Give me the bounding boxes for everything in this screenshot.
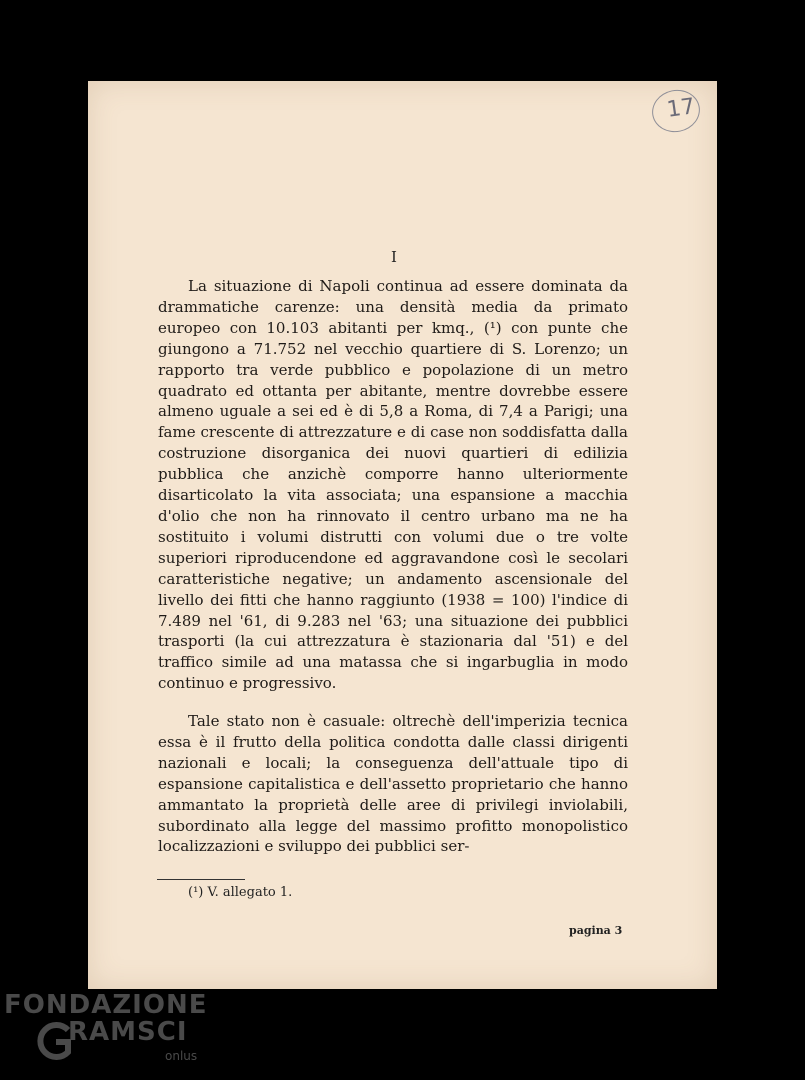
logo-line-gramsci: RAMSCI (68, 1017, 188, 1047)
logo-line-fondazione: FONDAZIONE (4, 990, 208, 1020)
section-heading: I (391, 248, 397, 266)
footnote: (¹) V. allegato 1. (188, 885, 293, 900)
logo-line-onlus: onlus (165, 1049, 198, 1063)
fondazione-gramsci-logo (4, 990, 208, 1075)
body-text-block-2 (158, 711, 628, 857)
page-number: pagina 3 (569, 924, 623, 937)
folio-number: 17 (665, 94, 697, 123)
footnote-divider (157, 879, 245, 880)
paragraph-2: Tale stato non è casuale: oltrechè dell'imperizia tecnica essa è il frutto della politica condotta dalle classi dirigenti nazionali e locali; la conseguenza dell'attuale tipo di espansione capitalistica e dell'assetto proprietario che hanno ammantato la proprietà delle aree di privilegi inviolabili, subordinato alla legge del massimo profitto monopolistico localizzazioni e sviluppo dei pubblici ser- (158, 712, 628, 856)
body-text-block-1 (158, 276, 628, 694)
paragraph-1: La situazione di Napoli continua ad essere dominata da drammatiche carenze: una densità media da primato europeo con 10.103 abitanti per kmq., (¹) con punte che giungono a 71.752 nel vecchio quartiere di S. Lorenzo; un rapporto tra verde pubblico e popolazione di un metro quadrato ed ottanta per abitante, mentre dovrebbe essere almeno uguale a sei ed è di 5,8 a Roma, di 7,4 a Parigi; una fame crescente di attrezzature e di case non soddisfatta dalla costruzione disorganica dei nuovi quartieri di edilizia pubblica che anzichè comporre hanno ulteriormente disarticolato la vita associata; una espansione a macchia d'olio che non ha rinnovato il centro urbano ma ne ha sostituito i volumi distrutti con volumi due o tre volte superiori riproducendone ed aggravandone così le secolari caratteristiche negative; un andamento ascensionale del livello dei fitti che hanno raggiunto (1938 = 100) l'indice di 7.489 nel '61, di 9.283 nel '63; una situazione dei pubblici trasporti (la cui attrezzatura è stazionaria dal '51) e del traffico simile ad una matassa che si ingarbuglia in modo continuo e progressivo. (158, 277, 628, 693)
